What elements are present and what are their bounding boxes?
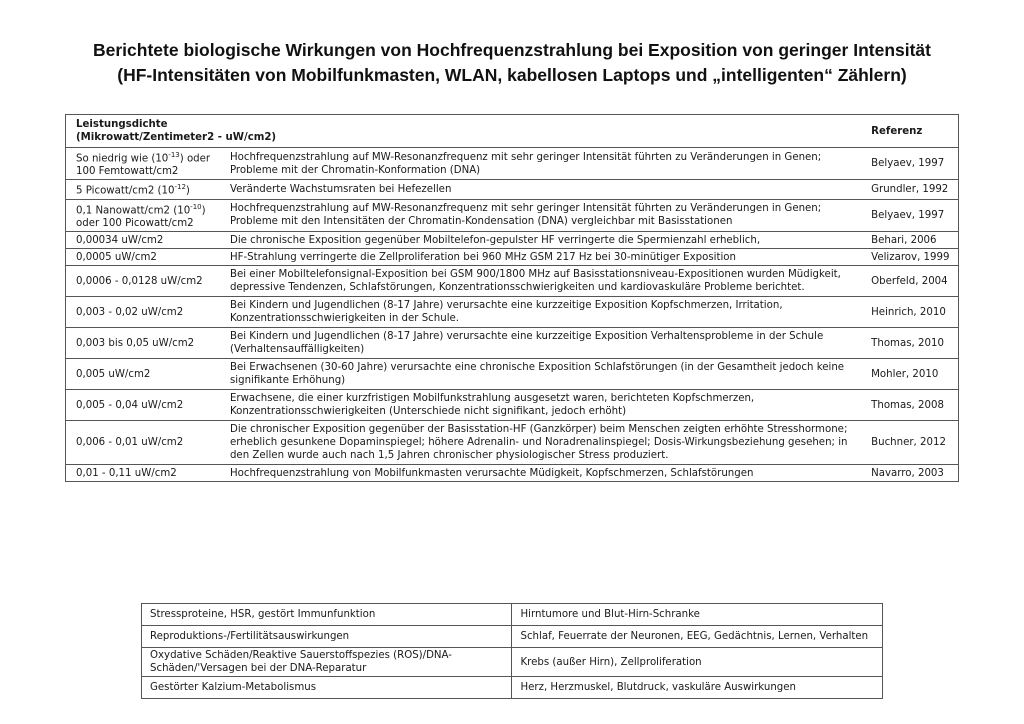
effects-row [142,648,883,677]
table-row [66,249,959,266]
density-cell: 0,0005 uW/cm2 [66,249,220,266]
density-cell: 0,003 bis 0,05 uW/cm2 [66,328,220,359]
reference-cell: Belyaev, 1997 [861,148,958,180]
header-power-density-label: Leistungsdichte [76,119,168,130]
effects-right-cell: Krebs (außer Hirn), Zellproliferation [512,648,883,677]
density-cell: 5 Picowatt/cm2 $(10^{-12})$ [66,180,220,199]
table-row [66,465,959,482]
effects-right-cell: Hirntumore und Blut-Hirn-Schranke [512,604,883,626]
header-power-density [66,115,862,148]
effect-cell: Hochfrequenzstrahlung von Mobilfunkmasten verursachte Müdigkeit, Kopfschmerzen, Schlafstörungen [220,465,861,482]
effects-left-cell: Oxydative Schäden/Reaktive Sauerstoffspezies (ROS)/DNA-Schäden/'Versagen bei der DNA-Reparatur [142,648,512,677]
table-row [66,232,959,249]
effect-cell: Hochfrequenzstrahlung auf MW-Resonanzfrequenz mit sehr geringer Intensität führten zu Veränderungen in Genen; Probleme mit der Chromatin-Konformation (DNA) [220,148,861,180]
title-line-1: Berichtete biologische Wirkungen von Hochfrequenzstrahlung bei Exposition von geringer Intensität [93,40,931,60]
reference-cell: Thomas, 2010 [861,328,958,359]
effect-cell: Erwachsene, die einer kurzfristigen Mobilfunkstrahlung ausgesetzt waren, berichteten Kopfschmerzen, Konzentrationsschwierigkeiten (Unterschiede nicht signifikant, jedoch erhöht) [220,390,861,421]
header-power-density-unit: (Mikrowatt/Zentimeter2 - uW/cm2) [76,132,277,143]
density-cell: 0,005 - 0,04 uW/cm2 [66,390,220,421]
table-row [66,180,959,199]
effects-left-cell: Gestörter Kalzium-Metabolismus [142,677,512,699]
density-cell: So niedrig wie $(10^{-13})$ oder 100 Femtowatt/cm2 [66,148,220,180]
effects-categories-table [141,603,883,699]
page-title [0,38,1024,88]
density-cell: 0,0006 - 0,0128 uW/cm2 [66,266,220,297]
table-row [66,266,959,297]
effects-left-cell: Stressproteine, HSR, gestört Immunfunktion [142,604,512,626]
table-row [66,359,959,390]
reference-cell: Buchner, 2012 [861,421,958,465]
density-cell: 0,006 - 0,01 uW/cm2 [66,421,220,465]
reference-cell: Navarro, 2003 [861,465,958,482]
effect-cell: Bei Erwachsenen (30-60 Jahre) verursachte eine chronische Exposition Schlafstörungen (in der Gesamtheit jedoch keine signifikante Erhöhung) [220,359,861,390]
table-row [66,199,959,231]
effects-left-cell: Reproduktions-/Fertilitätsauswirkungen [142,626,512,648]
table-row [66,148,959,180]
reference-cell: Thomas, 2008 [861,390,958,421]
effects-right-cell: Schlaf, Feuerrate der Neuronen, EEG, Gedächtnis, Lernen, Verhalten [512,626,883,648]
power-density-table [65,114,959,482]
effects-row [142,604,883,626]
effect-cell: Veränderte Wachstumsraten bei Hefezellen [220,180,861,199]
effect-cell: Die chronische Exposition gegenüber Mobiltelefon-gepulster HF verringerte die Spermienzahl erheblich, [220,232,861,249]
density-cell: 0,01 - 0,11 uW/cm2 [66,465,220,482]
table-row [66,421,959,465]
density-cell: 0,00034 uW/cm2 [66,232,220,249]
effect-cell: Die chronischer Exposition gegenüber der Basisstation-HF (Ganzkörper) beim Menschen zeigten erhöhte Stresshormone; erheblich gesunkene Dopaminspiegel; höhere Adrenalin- und Noradrenalinspiegel; Dosis-Wirkungsbeziehung gesehen; in den Zellen wurde auch nach 1,5 Jahren chronischer physiologischer Stress produziert. [220,421,861,465]
reference-cell: Heinrich, 2010 [861,297,958,328]
title-line-2: (HF-Intensitäten von Mobilfunkmasten, WLAN, kabellosen Laptops und „intelligenten“ Zählern) [117,65,907,85]
reference-cell: Grundler, 1992 [861,180,958,199]
effect-cell: Bei einer Mobiltelefonsignal-Exposition bei GSM 900/1800 MHz auf Basisstationsniveau-Expositionen wurden Müdigkeit, depressive Tendenzen, Schlafstörungen, Konzentrationsschwierigkeiten und kardiovaskuläre Probleme berichtet. [220,266,861,297]
table-header-row [66,115,959,148]
density-cell: 0,003 - 0,02 uW/cm2 [66,297,220,328]
reference-cell: Velizarov, 1999 [861,249,958,266]
effect-cell: HF-Strahlung verringerte die Zellproliferation bei 960 MHz GSM 217 Hz bei 30-minütiger Exposition [220,249,861,266]
header-reference: Referenz [861,115,958,148]
reference-cell: Mohler, 2010 [861,359,958,390]
effects-right-cell: Herz, Herzmuskel, Blutdruck, vaskuläre Auswirkungen [512,677,883,699]
effects-row [142,626,883,648]
effect-cell: Bei Kindern und Jugendlichen (8-17 Jahre) verursachte eine kurzzeitige Exposition Kopfschmerzen, Irritation, Konzentrationsschwierigkeiten in der Schule. [220,297,861,328]
table-row [66,328,959,359]
reference-cell: Belyaev, 1997 [861,199,958,231]
density-cell: 0,1 Nanowatt/cm2 $(10^{-10})$ oder 100 Picowatt/cm2 [66,199,220,231]
effect-cell: Bei Kindern und Jugendlichen (8-17 Jahre) verursachte eine kurzzeitige Exposition Verhaltensprobleme in der Schule (Verhaltensauffälligkeiten) [220,328,861,359]
density-cell: 0,005 uW/cm2 [66,359,220,390]
reference-cell: Behari, 2006 [861,232,958,249]
table-row [66,297,959,328]
effect-cell: Hochfrequenzstrahlung auf MW-Resonanzfrequenz mit sehr geringer Intensität führten zu Veränderungen in Genen; Probleme mit den Intensitäten der Chromatin-Kondensation (DNA) vergleichbar mit Basisstationen [220,199,861,231]
reference-cell: Oberfeld, 2004 [861,266,958,297]
table-row [66,390,959,421]
effects-row [142,677,883,699]
